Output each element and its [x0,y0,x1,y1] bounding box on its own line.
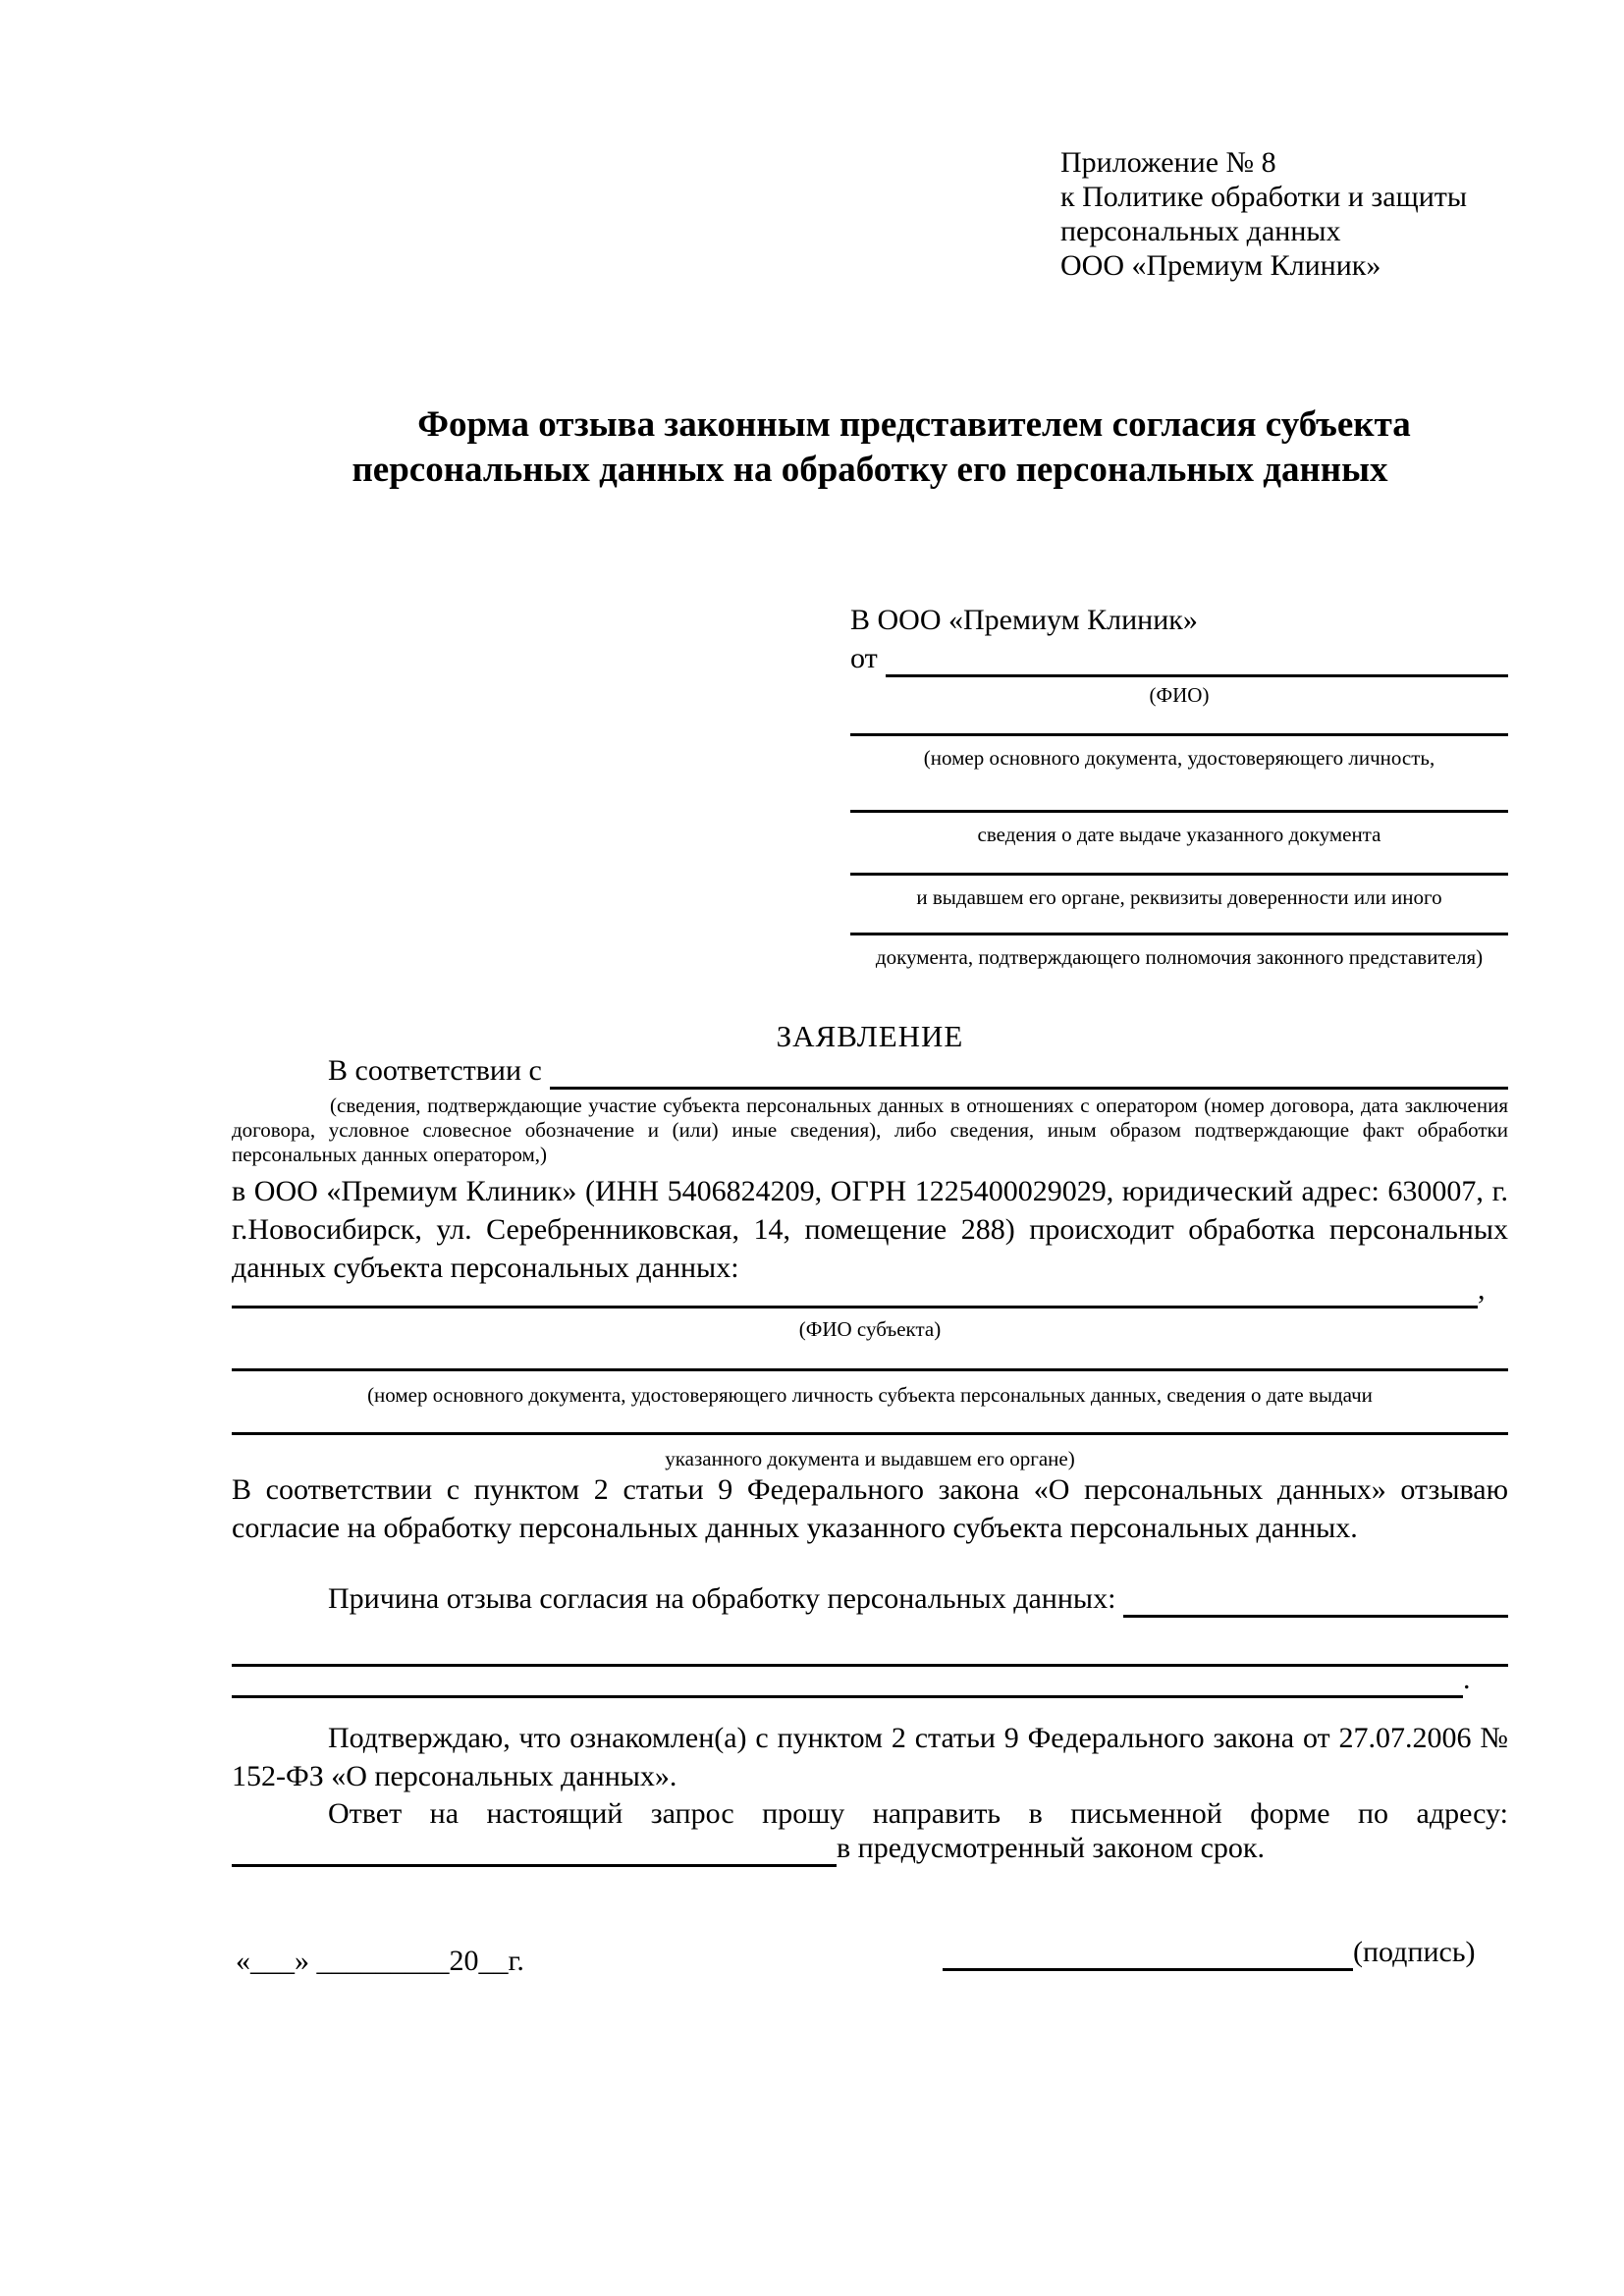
confirm-paragraph: Подтверждаю, что ознакомлен(а) с пунктом 2 статьи 9 Федерального закона от 27.07.2006 № 152-ФЗ «О персональных данных». [232,1722,1508,1792]
subject-fio-caption: (ФИО субъекта) [798,1317,942,1341]
appendix-header-line: к Политике обработки и защиты [1060,181,1468,213]
issuing-authority-blank-line [850,836,1508,876]
subject-doc-caption-2: указанного документа и выдавшем его органе) [665,1447,1075,1470]
reply-line-1: Ответ на настоящий запрос прошу направить в письменной форме по адресу: [328,1797,1508,1830]
statement-heading: ЗАЯВЛЕНИЕ [776,1019,964,1053]
issue-date-caption: сведения о дате выдаче указанного документа [977,823,1381,846]
subject-fio-row [232,1271,1508,1308]
appendix-header-line: ООО «Премиум Клиник» [1060,249,1381,282]
reason-blank-line-3 [232,1661,1463,1698]
reply-address-blank-line [232,1830,837,1867]
reply-line-2-tail: в предусмотренный законом срок. [837,1832,1265,1864]
reply-row-2 [232,1830,1508,1867]
doc-number-blank-line [850,697,1508,736]
addressee-to: В ООО «Премиум Клиник» [850,604,1198,636]
subject-doc-blank-line-2 [232,1396,1508,1435]
date-blank: «___» _________20__г. [236,1945,524,1977]
reason-row [328,1580,1508,1618]
document-title: Форма отзыва законным представителем согласия субъекта персональных данных на обработку его персональных данных [352,404,1411,490]
signature-blank-line [943,1934,1353,1971]
reason-label: Причина отзыва согласия на обработку персональных данных: [328,1582,1116,1615]
doc-number-caption: (номер основного документа, удостоверяющего личность, [923,746,1435,770]
appendix-header-line: персональных данных [1060,215,1341,247]
reason-blank-line [1123,1615,1508,1618]
accordance-label: В соответствии с [328,1054,542,1087]
fio-caption: (ФИО) [1149,683,1210,707]
accordance-row [328,1052,1508,1090]
appendix-header [1060,145,1467,283]
representative-authority-caption: документа, подтверждающего полномочия законного представителя) [875,945,1484,969]
appendix-header-line: Приложение № 8 [1060,146,1276,179]
accordance-caption: (сведения, подтверждающие участие субъекта персональных данных в отношениях с оператором (номер договора, дата заключения договора, условное словесное обозначение и (или) иные сведения), либо сведения, иным образом подтверждающие факт обработки персональных данных оператором,) [232,1094,1508,1166]
from-row [850,638,1508,677]
subject-fio-suffix: , [1478,1273,1486,1306]
from-blank-line [886,674,1508,677]
signature-caption: (подпись) [1353,1936,1476,1968]
reason-line-suffix: . [1463,1663,1471,1695]
from-label: от [850,642,878,674]
accordance-blank-line [550,1087,1508,1090]
issuing-authority-caption: и выдавшем его органе, реквизиты доверенности или иного [916,885,1442,909]
issue-date-blank-line [850,774,1508,813]
subject-doc-blank-line-1 [232,1332,1508,1371]
operator-paragraph: в ООО «Премиум Клиник» (ИНН 5406824209, ОГРН 1225400029029, юридический адрес: 630007, г. г.Новосибирск, ул. Серебренниковская, 14, помещение 288) происходит обработка персональных данных субъекта персональных данных: [232,1175,1508,1284]
subject-doc-caption-1: (номер основного документа, удостоверяющего личность субъекта персональных данных, сведения о дате выдачи [367,1383,1373,1407]
representative-authority-blank-line [850,896,1508,935]
subject-fio-blank-line [232,1271,1478,1308]
withdrawal-paragraph: В соответствии с пунктом 2 статьи 9 Федерального закона «О персональных данных» отзываю согласие на обработку персональных данных указанного субъекта персональных данных. [232,1473,1508,1544]
reason-blank-row-3 [232,1661,1508,1698]
signature-row [943,1934,1476,1971]
